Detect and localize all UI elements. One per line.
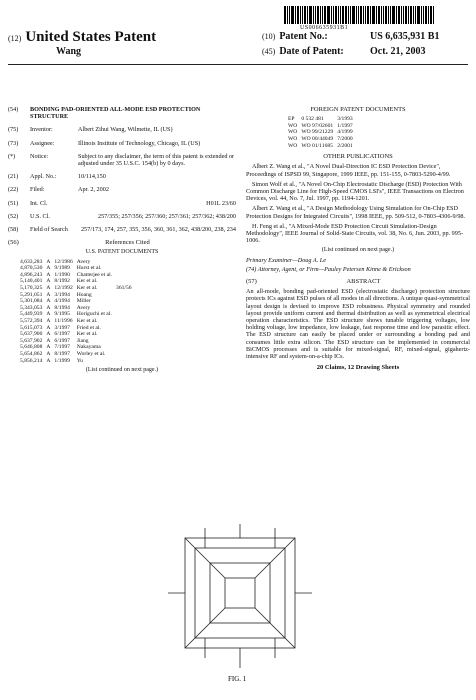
reference-cell: A xyxy=(46,271,51,278)
barcode-bar xyxy=(417,6,420,24)
inventor-label: Inventor: xyxy=(30,126,53,134)
filed-field xyxy=(8,186,236,193)
barcode-bar xyxy=(338,6,339,24)
country-title xyxy=(8,29,156,46)
barcode-bar xyxy=(327,6,330,24)
reference-cell: A xyxy=(46,350,51,357)
bonding-pad-shape xyxy=(225,578,255,608)
reference-cell xyxy=(114,325,134,332)
reference-row xyxy=(18,318,134,325)
barcode-bar xyxy=(388,6,389,24)
barcode-bar xyxy=(324,6,326,24)
barcode-bar xyxy=(307,6,308,24)
reference-cell: A xyxy=(46,265,51,272)
foreign-doc-cell: 1/1997 xyxy=(337,122,353,129)
reference-cell: Yu xyxy=(76,357,83,364)
reference-cell xyxy=(114,311,134,318)
barcode-bar xyxy=(333,6,334,24)
barcode-bar xyxy=(405,6,407,24)
barcode-bar xyxy=(401,6,402,24)
reference-cell: A xyxy=(46,311,51,318)
barcode-bar xyxy=(381,6,382,24)
foreign-doc-cell: WO xyxy=(288,142,298,149)
reference-cell: 6/1997 xyxy=(54,331,70,338)
barcode-bar xyxy=(342,6,344,24)
barcode-bar xyxy=(378,6,380,24)
assignee-label: Assignee: xyxy=(30,139,55,147)
reference-cell: Worley et al. xyxy=(76,350,106,357)
reference-cell xyxy=(114,305,134,312)
patent-drawing xyxy=(160,518,320,688)
barcode-bar xyxy=(350,6,351,24)
patent-date-line xyxy=(262,46,472,57)
barcode-bar xyxy=(370,6,371,24)
reference-cell: Jiang xyxy=(76,337,89,344)
reference-cell: A xyxy=(46,357,51,364)
notice-value: Subject to any disclaimer, the term of this patent is extended or adjusted under 35 U.S.C. 154(b) by 0 days. xyxy=(78,152,235,168)
reference-cell xyxy=(114,259,134,266)
reference-row xyxy=(18,265,134,272)
barcode-bar xyxy=(433,6,434,24)
reference-cell: Miller xyxy=(76,298,91,305)
reference-cell: 12/1986 xyxy=(54,258,73,265)
barcode-bar xyxy=(284,6,286,24)
barcode-bar xyxy=(430,6,432,24)
reference-cell xyxy=(114,331,134,338)
attorney-agent: (74) Attorney, Agent, or Firm—Pauley Petersen Kinne & Erickson xyxy=(246,265,411,273)
reference-row xyxy=(18,331,134,338)
date-label: Date of Patent: xyxy=(279,46,344,57)
foreign-doc-row xyxy=(286,116,355,123)
barcode-bar xyxy=(287,6,288,24)
foreign-doc-cell: EP xyxy=(288,116,295,123)
barcode-bar xyxy=(410,6,412,24)
foreign-doc-row xyxy=(286,129,355,136)
reference-cell: A xyxy=(46,298,51,305)
barcode-number: US006635931B1 xyxy=(300,25,349,31)
barcode-bar xyxy=(295,6,296,24)
reference-cell: A xyxy=(46,344,51,351)
barcode-bar xyxy=(331,6,332,24)
appl-value: 10/114,150 xyxy=(78,173,106,181)
search-field xyxy=(8,226,236,233)
barcode-bar xyxy=(383,6,384,24)
reference-cell: Avery xyxy=(76,304,91,311)
abstract-code: (57) xyxy=(246,278,257,286)
inventor-header: Wang xyxy=(56,46,82,57)
date-prefix: (45) xyxy=(262,47,276,56)
barcode-bar xyxy=(396,6,397,24)
patent-no-label: Patent No.: xyxy=(279,31,328,42)
reference-row xyxy=(18,278,134,285)
abstract-title: ABSTRACT xyxy=(346,278,381,286)
patent-no-value: US 6,635,931 B1 xyxy=(370,31,440,42)
reference-cell: 9/1995 xyxy=(54,311,70,318)
reference-cell: A xyxy=(46,317,51,324)
publication-item: Albert Z. Wang et al., "A Novel Dual-Direction IC ESD Protection Device", Proceedings of ISPSD 99, Singapore, 1999 IEEE, pp. 151-155, 0-7803-5290-4/99. xyxy=(246,163,451,178)
foreign-doc-cell: 3/1993 xyxy=(337,116,353,123)
publication-item: H. Feng et al., "A Mixed-Mode ESD Protection Circuit Simulation-Design Methodology", IEEE Journal of Solid-State Circuits, vol. 38, No. 6, Jun. 2003, pp. 995-1006. xyxy=(246,222,464,245)
claims-summary: 20 Claims, 12 Drawing Sheets xyxy=(316,364,400,372)
barcode xyxy=(284,6,470,24)
reference-cell: 5,449,939 xyxy=(20,311,43,318)
filed-value: Apr. 2, 2002 xyxy=(78,186,109,194)
barcode-bar xyxy=(289,6,290,24)
barcode-bar xyxy=(363,6,364,24)
country-title-text: United States Patent xyxy=(25,29,157,45)
reference-cell xyxy=(114,358,134,365)
reference-cell: 5,615,073 xyxy=(20,324,43,331)
reference-row xyxy=(18,285,134,292)
reference-cell: Ker et al. xyxy=(76,285,98,292)
header-divider xyxy=(8,64,468,65)
reference-cell: 8/1997 xyxy=(54,350,70,357)
barcode-bar xyxy=(413,6,414,24)
barcode-bar xyxy=(425,6,427,24)
uscl-field xyxy=(8,213,236,220)
barcode-bar xyxy=(358,6,359,24)
inventor-field xyxy=(8,126,236,133)
reference-cell: A xyxy=(46,258,51,265)
other-pubs-list xyxy=(246,163,470,244)
inventor-value: Albert Zihui Wang, Wilmette, IL (US) xyxy=(78,126,173,134)
foreign-doc-cell: WO 00/44049 xyxy=(301,135,334,142)
references-table xyxy=(18,259,134,365)
reference-cell: Nakayama xyxy=(76,344,101,351)
barcode-bar xyxy=(300,6,301,24)
abstract-text: An all-mode, bonding pad-oriented ESD (electrostatic discharge) protection structure protects ICs against ESD pulses of all modes in all directions. A unique quasi-symmetrical layout design is devised to improve ESD robustness. Physical symmetry and rounded layout provide uniform current and thermal distribution as well as symmetrical electrical operation characteristics. The ESD structure shows tunable triggering voltages, low holding voltage, low impedance, low leakage, fast response time and low parasitic effect. The ESD structure can easily be placed under or surrounding a bonding pad and consumes little extra silicon. The ESD structure can be implemented in commercial BiCMOS processes and is suitable for mixed-signal, RF, mixed-signal, gigahertz-intensive RF and system-on-a-chip ICs. xyxy=(246,288,470,361)
assignee-field xyxy=(8,140,236,147)
assignee-value: Illinois Institute of Technology, Chicago, IL (US) xyxy=(78,139,201,147)
reference-cell: 9/1989 xyxy=(54,265,70,272)
search-code: (58) xyxy=(8,226,19,234)
barcode-bar xyxy=(372,6,375,24)
reference-cell: A xyxy=(46,304,51,311)
inventor-code: (75) xyxy=(8,126,19,134)
intcl-value: H01L 23/60 xyxy=(206,199,236,207)
reference-cell: 12/1992 xyxy=(54,285,73,292)
foreign-doc-row xyxy=(286,136,355,143)
uscl-label: U.S. Cl. xyxy=(30,212,50,220)
intcl-field xyxy=(8,200,236,207)
reference-row xyxy=(18,338,134,345)
reference-cell xyxy=(114,318,134,325)
search-label: Field of Search xyxy=(30,226,68,234)
uscl-value: 257/355; 257/356; 257/360; 257/361; 257/362; 438/200 xyxy=(97,212,236,220)
barcode-bar xyxy=(322,6,323,24)
right-column xyxy=(246,106,470,371)
reference-cell: Chatterjee et al. xyxy=(76,271,113,278)
filed-label: Filed: xyxy=(30,186,45,194)
reference-cell: 5,654,862 xyxy=(20,350,43,357)
barcode-bar xyxy=(304,6,306,24)
barcode-bar xyxy=(340,6,341,24)
reference-cell: Ker et al. xyxy=(76,278,98,285)
reference-cell: A xyxy=(46,324,51,331)
country-prefix: (12) xyxy=(8,34,22,43)
reference-cell: 3/1997 xyxy=(54,324,70,331)
foreign-doc-row xyxy=(286,143,355,150)
left-column xyxy=(8,106,236,376)
title-code: (54) xyxy=(8,106,19,113)
reference-cell: 5,637,902 xyxy=(20,337,43,344)
foreign-doc-cell: WO xyxy=(288,135,298,142)
reference-cell: A xyxy=(46,331,51,338)
barcode-bar xyxy=(385,6,387,24)
reference-cell: 4,633,283 xyxy=(20,258,43,265)
search-value: 257/173, 174, 257, 355, 356, 360, 361, 362, 438/200, 238, 234 xyxy=(80,226,236,234)
reference-cell: 5,637,900 xyxy=(20,331,43,338)
reference-cell: 7/1997 xyxy=(54,344,70,351)
references-title: References Cited xyxy=(105,239,150,247)
foreign-docs-heading: FOREIGN PATENT DOCUMENTS xyxy=(310,106,406,113)
reference-cell: 5,572,394 xyxy=(20,317,43,324)
reference-cell: 11/1996 xyxy=(54,317,73,324)
reference-cell: 1/1990 xyxy=(54,271,70,278)
barcode-bar xyxy=(403,6,404,24)
barcode-bar xyxy=(360,6,362,24)
reference-cell: A xyxy=(46,278,51,285)
reference-cell: Ker et al. xyxy=(76,317,98,324)
appl-code: (21) xyxy=(8,173,19,181)
barcode-bar xyxy=(335,6,337,24)
foreign-doc-cell: WO xyxy=(288,122,298,129)
reference-cell: 5,646,808 xyxy=(20,344,43,351)
reference-cell: 5,856,214 xyxy=(20,357,43,364)
reference-cell xyxy=(114,292,134,299)
reference-cell: Fried et al. xyxy=(76,324,101,331)
reference-cell: 5,170,325 xyxy=(20,285,43,292)
uscl-code: (52) xyxy=(8,212,19,220)
reference-row xyxy=(18,358,134,365)
reference-cell: Avery xyxy=(76,258,91,265)
reference-cell: 5,343,053 xyxy=(20,304,43,311)
foreign-doc-cell: WO xyxy=(288,129,298,136)
barcode-bar xyxy=(421,6,422,24)
reference-cell: 5,301,084 xyxy=(20,298,43,305)
filed-code: (22) xyxy=(8,186,19,194)
foreign-doc-row xyxy=(286,123,355,130)
publication-item: Simon Wolf et al., "A Novel On-Chip Electrostatic Discharge (ESD) Protection With Common Discharge Line for High-Speed CMOS LSI's", IEEE Transactions on Electron Devices, vol. 44, No. 7, Jul. 1997, pp. 1194-1201. xyxy=(246,180,464,203)
reference-cell xyxy=(114,298,134,305)
barcode-bar xyxy=(390,6,391,24)
foreign-doc-cell: 2/2001 xyxy=(337,142,353,149)
barcode-bar xyxy=(367,6,369,24)
reference-cell: 8/1994 xyxy=(54,304,70,311)
patent-number-line xyxy=(262,31,472,42)
barcode-bar xyxy=(423,6,424,24)
barcode-bar xyxy=(320,6,321,24)
date-value: Oct. 21, 2003 xyxy=(370,46,426,57)
other-pubs-continued: (List continued on next page.) xyxy=(321,247,395,254)
references-code: (56) xyxy=(8,239,19,247)
foreign-doc-cell: WO 97/02601 xyxy=(301,122,334,129)
publication-item: Albert Z. Wang et al., "A Design Methodology Using Simulation for On-Chip ESD Protection Designs for Integrated Circuits", 1998 IEEE, pp. 509-512, 0-7803-4306-9/98. xyxy=(246,205,466,220)
reference-cell: 8/1992 xyxy=(54,278,70,285)
reference-cell xyxy=(114,278,134,285)
primary-examiner: Primary Examiner—Doug A. Le xyxy=(246,256,326,264)
foreign-doc-cell: WO 01/11685 xyxy=(301,142,333,149)
barcode-bar xyxy=(297,6,299,24)
foreign-docs-table xyxy=(286,116,355,149)
references-heading xyxy=(8,239,236,246)
reference-cell: Hoang xyxy=(76,291,92,298)
barcode-bar xyxy=(317,6,319,24)
reference-row xyxy=(18,311,134,318)
reference-cell xyxy=(114,338,134,345)
barcode-bar xyxy=(348,6,349,24)
barcode-bar xyxy=(398,6,400,24)
barcode-bar xyxy=(309,6,312,24)
notice-code: (*) xyxy=(8,152,16,160)
reference-cell: 5,291,051 xyxy=(20,291,43,298)
abstract-heading xyxy=(246,278,470,285)
barcode-bar xyxy=(392,6,395,24)
reference-cell: Hurst et al. xyxy=(76,265,102,272)
intcl-code: (51) xyxy=(8,199,19,207)
barcode-bar xyxy=(408,6,409,24)
reference-row xyxy=(18,292,134,299)
reference-cell: A xyxy=(46,337,51,344)
references-continued: (List continued on next page.) xyxy=(85,367,159,374)
reference-cell xyxy=(114,344,134,351)
reference-row xyxy=(18,272,134,279)
reference-row xyxy=(18,298,134,305)
foreign-doc-cell: 7/2000 xyxy=(337,135,353,142)
foreign-doc-cell: 0 532 481 xyxy=(301,116,324,123)
barcode-bar xyxy=(356,6,357,24)
reference-cell: 3/1994 xyxy=(54,291,70,298)
barcode-bar xyxy=(345,6,347,24)
title-field xyxy=(8,106,236,120)
reference-cell: Horiguchi et al. xyxy=(76,311,112,318)
barcode-bar xyxy=(428,6,429,24)
barcode-bar xyxy=(291,6,294,24)
appl-label: Appl. No.: xyxy=(30,173,57,181)
reference-cell: A xyxy=(46,285,51,292)
us-patent-docs-heading: U.S. PATENT DOCUMENTS xyxy=(85,249,159,256)
reference-cell: A xyxy=(46,291,51,298)
intcl-label: Int. Cl. xyxy=(30,199,48,207)
reference-cell xyxy=(114,351,134,358)
figure-label: FIG. 1 xyxy=(228,675,247,683)
foreign-doc-cell: WO 99/21229 xyxy=(301,129,334,136)
reference-row xyxy=(18,325,134,332)
appl-field xyxy=(8,173,236,180)
notice-label: Notice: xyxy=(30,152,49,160)
reference-cell: 1/1999 xyxy=(54,357,70,364)
barcode-bar xyxy=(315,6,316,24)
barcode-bar xyxy=(313,6,314,24)
reference-row xyxy=(18,305,134,312)
foreign-doc-cell: 4/1999 xyxy=(337,129,353,136)
barcode-bar xyxy=(376,6,377,24)
assignee-code: (73) xyxy=(8,139,19,147)
barcode-bar xyxy=(365,6,366,24)
reference-row xyxy=(18,344,134,351)
reference-cell xyxy=(114,265,134,272)
reference-cell: 361/56 xyxy=(116,285,132,292)
barcode-bar xyxy=(352,6,355,24)
reference-row xyxy=(18,351,134,358)
barcode-bar xyxy=(415,6,416,24)
other-pubs-heading: OTHER PUBLICATIONS xyxy=(323,153,393,161)
reference-cell: Ker et al. xyxy=(76,331,98,338)
reference-cell xyxy=(114,272,134,279)
patent-title: BONDING PAD-ORIENTED ALL-MODE ESD PROTECTION STRUCTURE xyxy=(30,106,201,121)
reference-cell: 5,140,401 xyxy=(20,278,43,285)
reference-cell: 4,870,530 xyxy=(20,265,43,272)
reference-cell: 4,896,243 xyxy=(20,271,43,278)
patent-no-prefix: (10) xyxy=(262,32,276,41)
barcode-bar xyxy=(302,6,303,24)
reference-row xyxy=(18,259,134,266)
reference-cell: 4/1994 xyxy=(54,298,70,305)
reference-cell: 6/1997 xyxy=(54,337,70,344)
notice-field xyxy=(8,153,236,167)
